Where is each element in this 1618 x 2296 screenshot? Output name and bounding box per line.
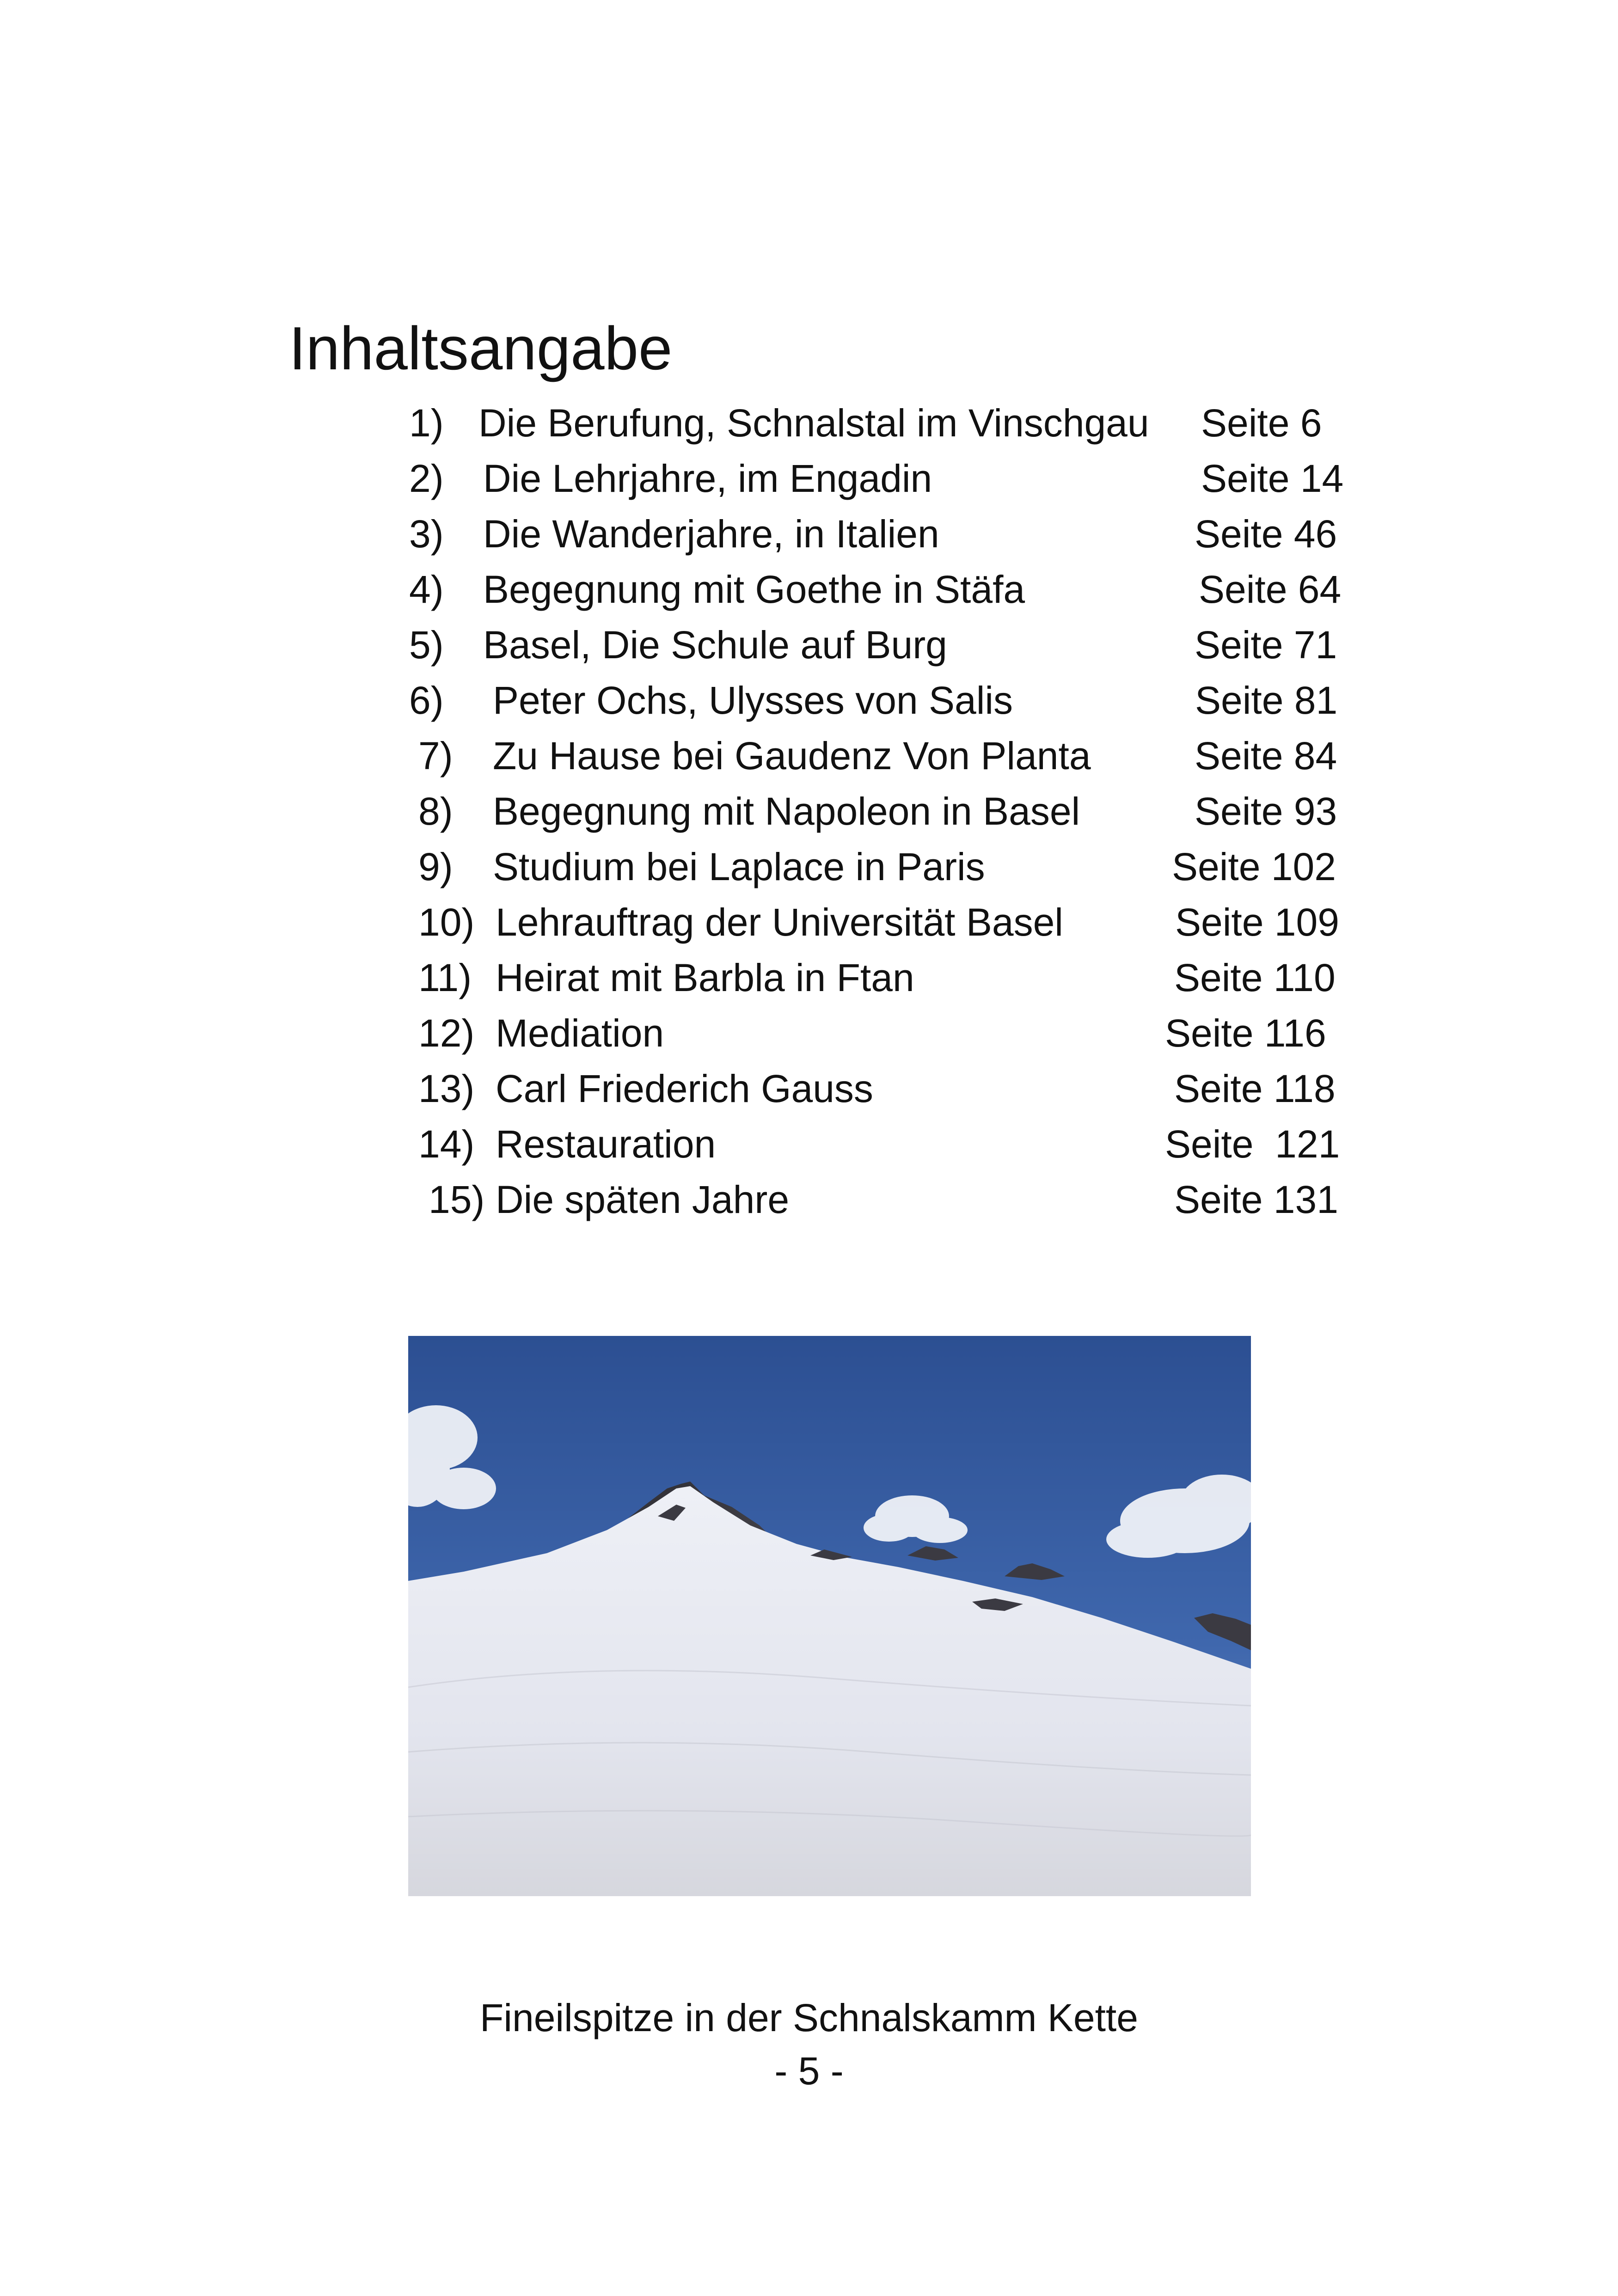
toc-number: 10) (418, 900, 475, 944)
mountain-photo (408, 1336, 1251, 1896)
toc-number: 9) (418, 845, 453, 888)
toc-number: 2) (409, 457, 444, 500)
toc-page: Seite 84 (1195, 734, 1337, 778)
toc-page: Seite 6 (1201, 401, 1322, 445)
toc-number: 11) (418, 956, 472, 999)
toc-number: 4) (409, 568, 444, 611)
page-title: Inhaltsangabe (289, 314, 673, 383)
toc-title: Die Lehrjahre, im Engadin (483, 457, 932, 500)
toc-title: Zu Hause bei Gaudenz Von Planta (493, 734, 1091, 778)
toc-number: 7) (418, 734, 453, 778)
toc-entry-6 (0, 673, 1618, 728)
toc-page: Seite 46 (1195, 512, 1337, 556)
toc-page: Seite 121 (1165, 1122, 1340, 1166)
toc-entry-5 (0, 617, 1618, 673)
toc-number: 8) (418, 790, 453, 833)
toc-entry-2 (0, 451, 1618, 506)
toc-number: 1) (409, 401, 444, 445)
image-caption: Fineilspitze in der Schnalskamm Kette (480, 1996, 1138, 2039)
toc-entry-12 (0, 1005, 1618, 1061)
toc-title: Die späten Jahre (496, 1178, 790, 1221)
toc-page: Seite 102 (1172, 845, 1336, 888)
toc-entry-13 (0, 1061, 1618, 1116)
toc-title: Studium bei Laplace in Paris (493, 845, 985, 888)
toc-number: 6) (409, 679, 444, 722)
toc-title: Peter Ochs, Ulysses von Salis (493, 679, 1013, 722)
toc-number: 5) (409, 623, 444, 667)
toc-page: Seite 71 (1195, 623, 1337, 667)
toc-entry-9 (0, 839, 1618, 894)
toc-entry-15 (0, 1172, 1618, 1227)
toc-title: Basel, Die Schule auf Burg (483, 623, 947, 667)
toc-title: Carl Friederich Gauss (496, 1067, 873, 1110)
toc-title: Mediation (496, 1011, 664, 1055)
toc-page: Seite 116 (1165, 1011, 1326, 1055)
toc-page: Seite 109 (1175, 900, 1339, 944)
toc-entry-14 (0, 1116, 1618, 1172)
toc-title: Die Wanderjahre, in Italien (483, 512, 939, 556)
toc-number: 13) (418, 1067, 475, 1110)
toc-page: Seite 131 (1174, 1178, 1338, 1221)
toc-entry-4 (0, 562, 1618, 617)
toc-number: 12) (418, 1011, 475, 1055)
toc-page: Seite 110 (1174, 956, 1336, 999)
page-number: - 5 - (774, 2049, 844, 2093)
toc-entry-1 (0, 395, 1618, 451)
toc-title: Lehrauftrag der Universität Basel (496, 900, 1063, 944)
toc-page: Seite 93 (1195, 790, 1337, 833)
toc-entry-3 (0, 506, 1618, 562)
toc-page: Seite 118 (1174, 1067, 1336, 1110)
toc-entry-7 (0, 728, 1618, 784)
toc-number: 14) (418, 1122, 475, 1166)
toc-entry-8 (0, 784, 1618, 839)
toc-title: Heirat mit Barbla in Ftan (496, 956, 914, 999)
toc-title: Begegnung mit Napoleon in Basel (493, 790, 1080, 833)
toc-title: Restauration (496, 1122, 716, 1166)
toc-page: Seite 81 (1195, 679, 1338, 722)
toc-entry-10 (0, 894, 1618, 950)
toc-page: Seite 64 (1199, 568, 1342, 611)
toc-title: Die Berufung, Schnalstal im Vinschgau (478, 401, 1149, 445)
toc-page: Seite 14 (1201, 457, 1344, 500)
toc-entry-11 (0, 950, 1618, 1005)
toc-number: 15) (429, 1178, 485, 1221)
toc-title: Begegnung mit Goethe in Stäfa (483, 568, 1025, 611)
toc-number: 3) (409, 512, 444, 556)
